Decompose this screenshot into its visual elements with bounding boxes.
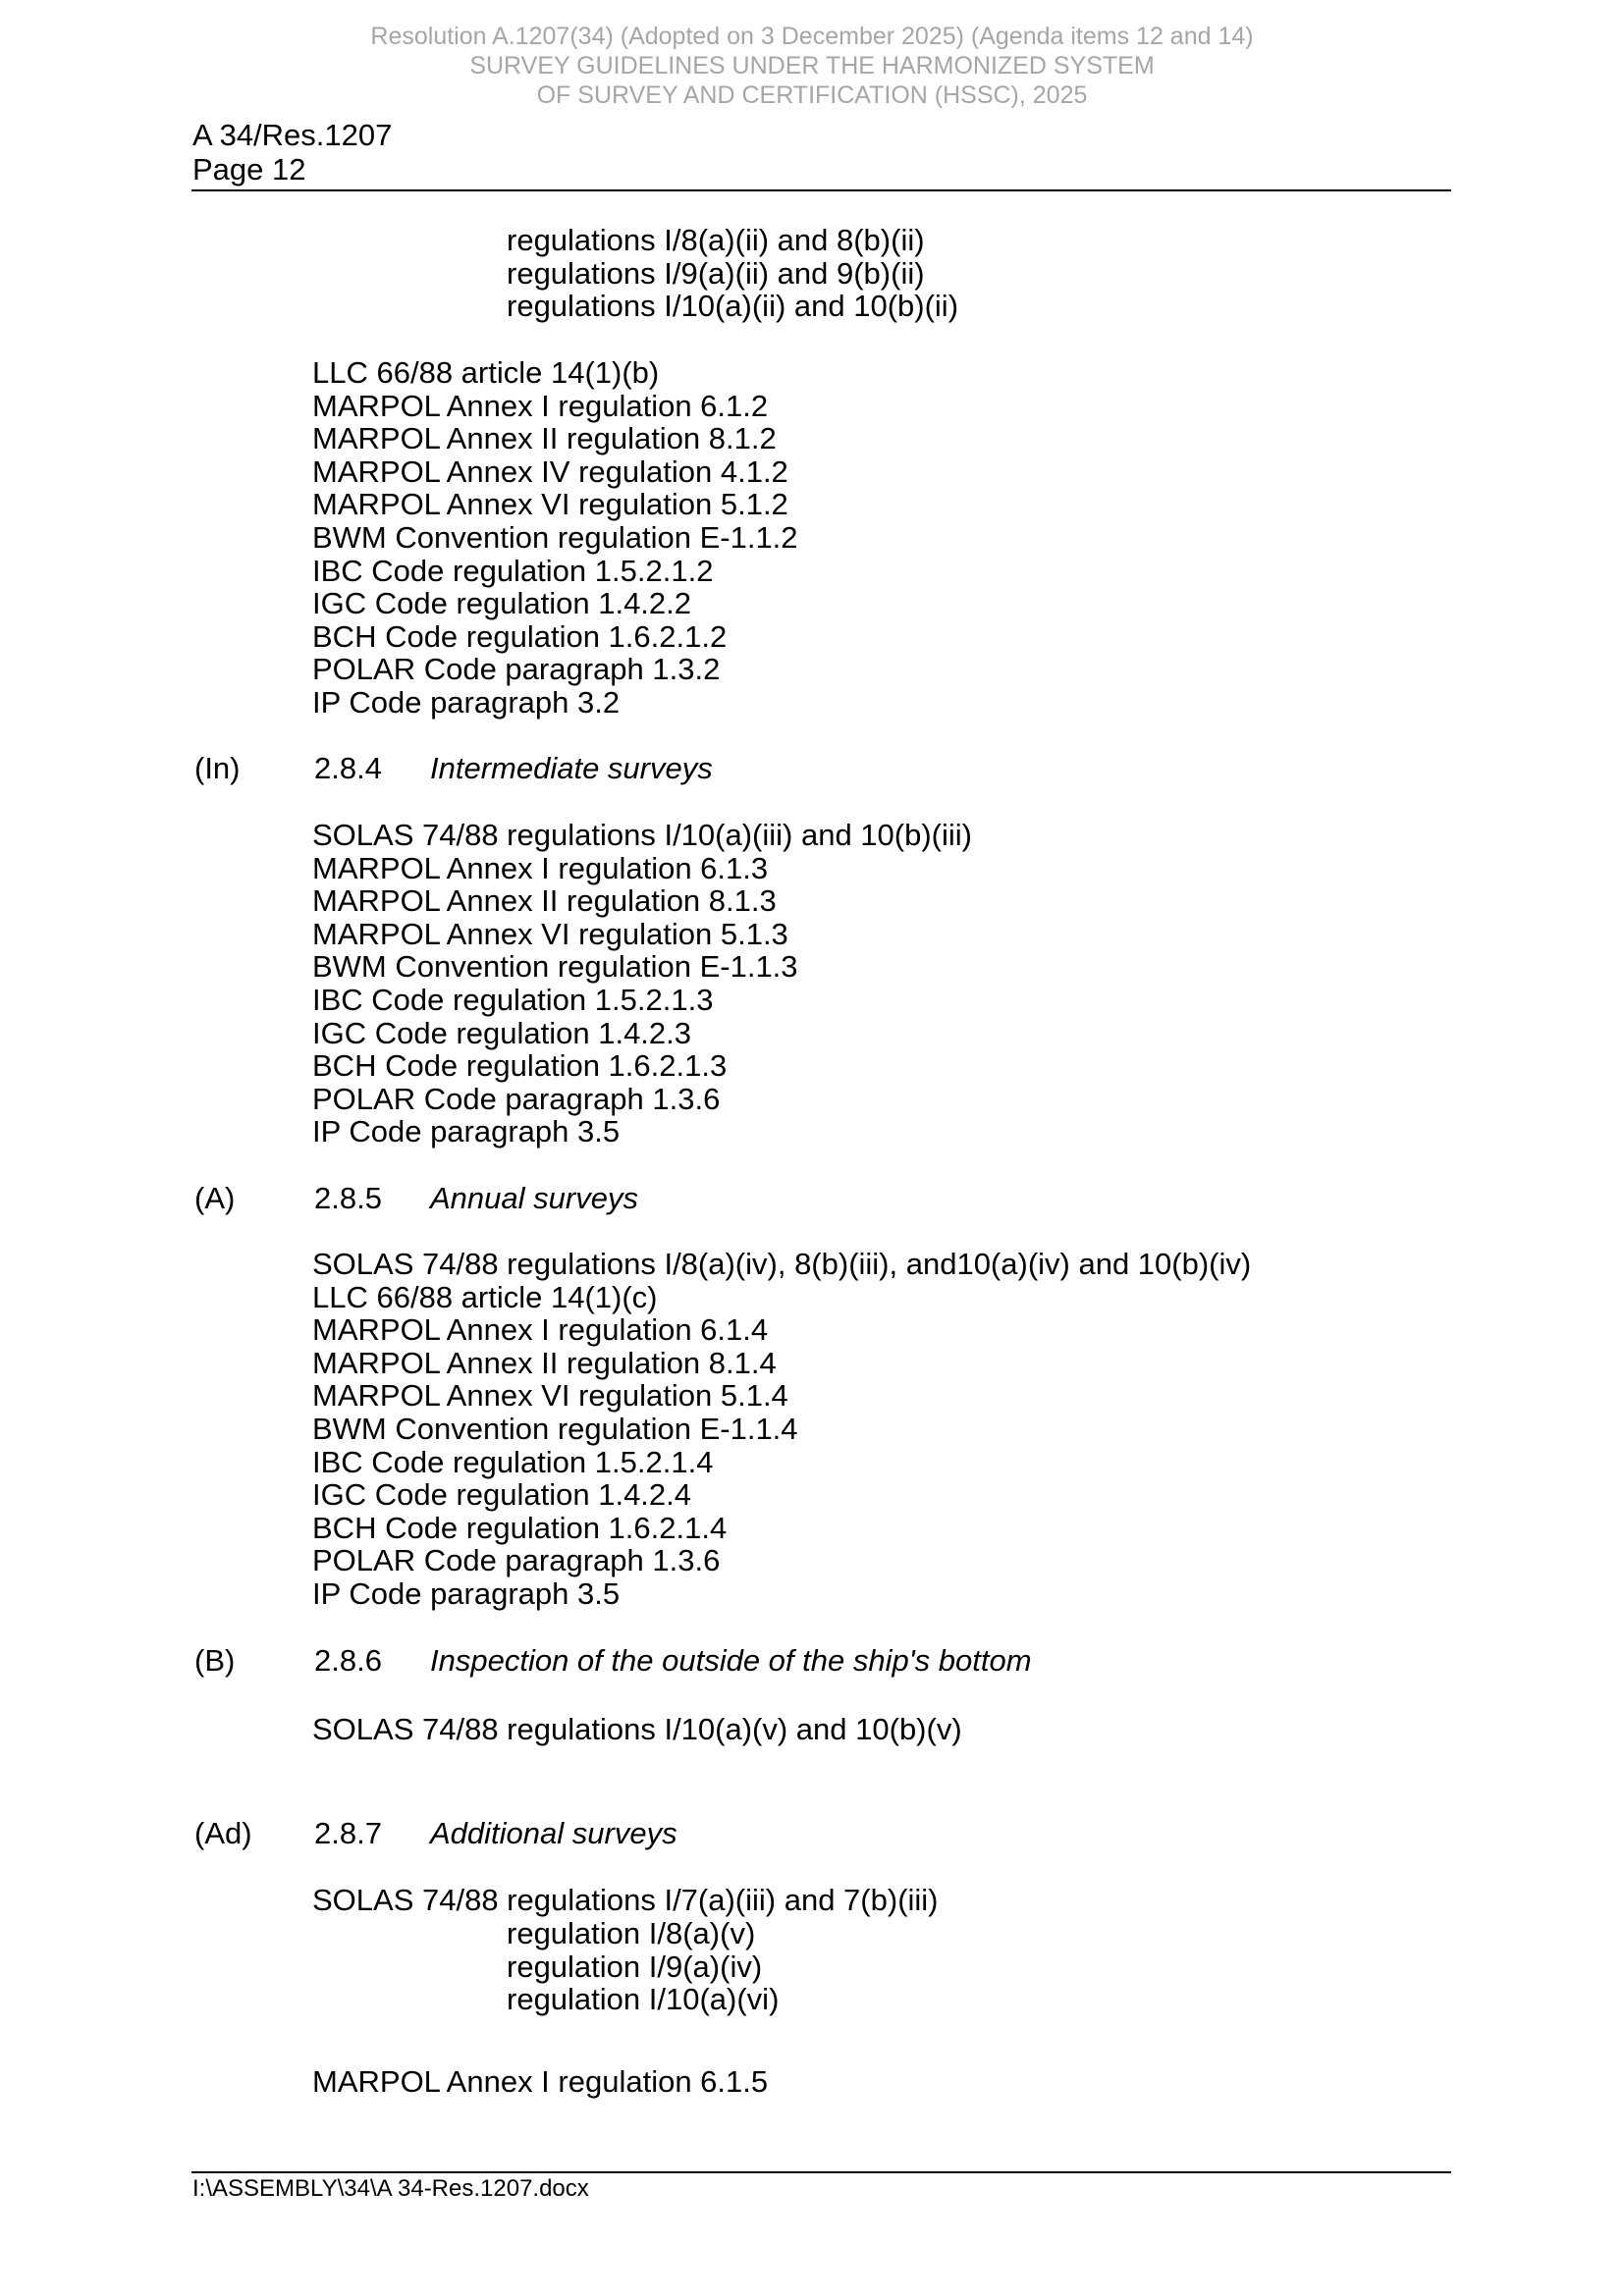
list-item: MARPOL Annex VI regulation 5.1.4: [312, 1378, 788, 1414]
section-2-8-7-list: [312, 1884, 939, 1917]
list-item: regulations I/8(a)(ii) and 8(b)(ii): [507, 223, 925, 257]
list-item: BWM Convention regulation E-1.1.2: [312, 519, 798, 555]
survey-code-label: (B): [194, 1643, 236, 1678]
list-item: IBC Code regulation 1.5.2.1.2: [312, 553, 714, 588]
survey-code-label: (In): [194, 751, 241, 785]
list-item: POLAR Code paragraph 1.3.2: [312, 652, 721, 687]
section-2-8-7-after-list: [312, 2065, 768, 2099]
list-item: regulation I/8(a)(v): [507, 1916, 756, 1950]
list-item: regulations I/10(a)(ii) and 10(b)(ii): [507, 289, 959, 324]
file-path: I:\ASSEMBLY\34\A 34-Res.1207.docx: [192, 2175, 589, 2202]
section-2-8-5-list: [312, 1248, 1251, 1611]
section-title: Annual surveys: [430, 1181, 638, 1215]
list-item: BCH Code regulation 1.6.2.1.4: [312, 1510, 728, 1545]
header-rule: [191, 189, 1451, 191]
survey-code-label: (Ad): [194, 1816, 252, 1850]
list-item: BWM Convention regulation E-1.1.3: [312, 949, 798, 985]
continued-list: [312, 356, 798, 720]
list-item: IGC Code regulation 1.4.2.3: [312, 1015, 692, 1050]
list-item: regulations I/9(a)(ii) and 9(b)(ii): [507, 255, 925, 291]
list-item: MARPOL Annex VI regulation 5.1.2: [312, 487, 788, 522]
section-title: Intermediate surveys: [430, 751, 713, 785]
list-item: IP Code paragraph 3.2: [312, 684, 621, 720]
list-item: MARPOL Annex II regulation 8.1.2: [312, 421, 777, 456]
list-item: MARPOL Annex I regulation 6.1.4: [312, 1312, 769, 1348]
survey-code-label: (A): [194, 1181, 236, 1215]
watermark-line-1: Resolution A.1207(34) (Adopted on 3 December 2025) (Agenda items 12 and 14): [370, 23, 1254, 50]
list-item: MARPOL Annex II regulation 8.1.3: [312, 883, 777, 919]
document-reference: A 34/Res.1207: [192, 118, 393, 152]
list-item: SOLAS 74/88 regulations I/7(a)(iii) and 7(b)(iii): [312, 1883, 939, 1917]
list-item: MARPOL Annex I regulation 6.1.5: [312, 2064, 769, 2099]
section-2-8-7-sub-list: [507, 1917, 779, 2016]
list-item: IBC Code regulation 1.5.2.1.4: [312, 1444, 714, 1479]
list-item: IGC Code regulation 1.4.2.4: [312, 1477, 692, 1513]
list-item: SOLAS 74/88 regulations I/10(a)(iii) and 10(b)(iii): [312, 818, 972, 852]
list-item: LLC 66/88 article 14(1)(c): [312, 1279, 658, 1314]
list-item: SOLAS 74/88 regulations I/10(a)(v) and 10(b)(v): [312, 1712, 962, 1746]
section-number: 2.8.5: [314, 1181, 382, 1215]
section-number: 2.8.6: [314, 1643, 382, 1678]
resolution-watermark: [0, 22, 1624, 110]
section-2-8-6-list: [312, 1713, 962, 1746]
list-item: MARPOL Annex VI regulation 5.1.3: [312, 916, 788, 951]
list-item: IBC Code regulation 1.5.2.1.3: [312, 982, 714, 1017]
footer-rule: [191, 2171, 1451, 2173]
section-number: 2.8.4: [314, 751, 382, 785]
section-title: Additional surveys: [430, 1816, 677, 1850]
list-item: IP Code paragraph 3.5: [312, 1114, 621, 1149]
list-item: MARPOL Annex I regulation 6.1.3: [312, 850, 769, 885]
list-item: BCH Code regulation 1.6.2.1.2: [312, 618, 728, 654]
continued-sub-list: [507, 224, 958, 323]
section-2-8-4-list: [312, 819, 972, 1148]
watermark-line-3: OF SURVEY AND CERTIFICATION (HSSC), 2025: [536, 81, 1088, 109]
list-item: POLAR Code paragraph 1.3.6: [312, 1543, 721, 1578]
list-item: LLC 66/88 article 14(1)(b): [312, 355, 660, 390]
list-item: IP Code paragraph 3.5: [312, 1575, 621, 1611]
section-number: 2.8.7: [314, 1816, 382, 1850]
list-item: regulation I/10(a)(vi): [507, 1982, 780, 2017]
list-item: MARPOL Annex I regulation 6.1.2: [312, 388, 769, 423]
page-header: [192, 118, 392, 187]
list-item: IGC Code regulation 1.4.2.2: [312, 586, 692, 621]
page-number: Page 12: [192, 152, 306, 187]
list-item: BWM Convention regulation E-1.1.4: [312, 1411, 798, 1446]
list-item: SOLAS 74/88 regulations I/8(a)(iv), 8(b)(iii), and10(a)(iv) and 10(b)(iv): [312, 1247, 1252, 1281]
list-item: POLAR Code paragraph 1.3.6: [312, 1081, 721, 1116]
list-item: MARPOL Annex IV regulation 4.1.2: [312, 454, 788, 489]
list-item: BCH Code regulation 1.6.2.1.3: [312, 1048, 728, 1084]
section-title: Inspection of the outside of the ship's bottom: [430, 1643, 1032, 1678]
watermark-line-2: SURVEY GUIDELINES UNDER THE HARMONIZED SYSTEM: [469, 52, 1155, 80]
list-item: MARPOL Annex II regulation 8.1.4: [312, 1345, 777, 1380]
list-item: regulation I/9(a)(iv): [507, 1949, 763, 1984]
